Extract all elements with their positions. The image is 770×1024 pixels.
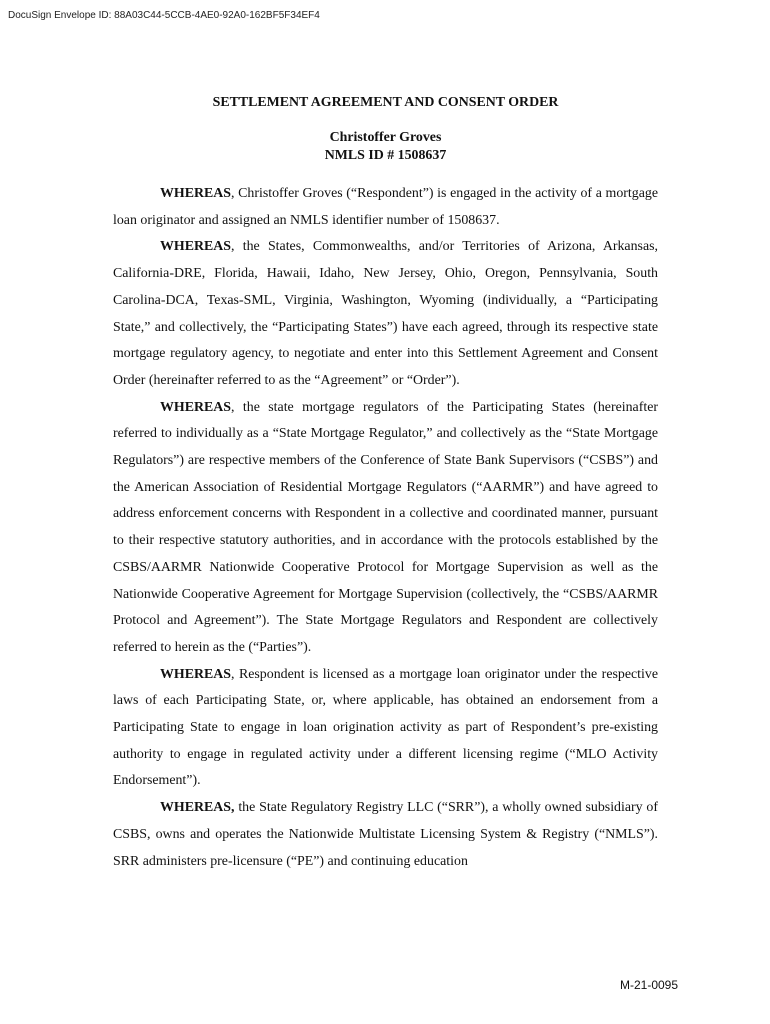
whereas-paragraph-3 <box>113 395 658 662</box>
whereas-paragraph-4 <box>113 662 658 796</box>
paragraph-text: , the States, Commonwealths, and/or Territories of Arizona, Arkansas, California-DRE, Florida, Hawaii, Idaho, New Jersey, Ohio, Oregon, Pennsylvania, South Carolina-DCA, Texas-SML, Virginia, Washington, Wyoming (individually, a “Participating State,” and collectively, the “Participating States”) have each agreed, through its respective state mortgage regulatory agency, to negotiate and enter into this Settlement Agreement and Consent Order (hereinafter referred to as the “Agreement” or “Order”). <box>113 239 658 388</box>
whereas-paragraph-5 <box>113 795 658 875</box>
paragraph-lead: WHEREAS <box>160 186 232 201</box>
document-title: SETTLEMENT AGREEMENT AND CONSENT ORDER <box>212 95 559 110</box>
whereas-paragraph-1 <box>113 181 658 234</box>
docusign-envelope-id: DocuSign Envelope ID: 88A03C44-5CCB-4AE0-92A0-162BF5F34EF4 <box>8 10 320 21</box>
paragraph-lead: WHEREAS <box>160 399 232 415</box>
paragraph-text: , Respondent is licensed as a mortgage loan originator under the respective laws of each Participating State, or, where applicable, has obtained an endorsement from a Participating State to engage in loan origination activity as part of Respondent’s pre-existing authority to engage in regulated activity under a different licensing regime (“MLO Activity Endorsement”). <box>113 666 658 789</box>
paragraph-text: , Christoffer Groves (“Respondent”) is engaged in the activity of a mortgage loan originator and assigned an NMLS identifier number of 1508637. <box>113 186 658 228</box>
document-body <box>113 94 658 875</box>
page-footer-code: M-21-0095 <box>620 978 679 992</box>
respondent-block <box>113 129 658 165</box>
paragraph-text: , the state mortgage regulators of the Participating States (hereinafter referred to individually as a “State Mortgage Regulator,” and collectively as the “State Mortgage Regulators”) are respective members of the Conference of State Bank Supervisors (“CSBS”) and the American Association of Residential Mortgage Regulators (“AARMR”) and have agreed to address enforcement concerns with Respondent in a collective and coordinated manner, pursuant to their respective statutory authorities, and in accordance with the protocols established by the CSBS/AARMR Nationwide Cooperative Protocol for Mortgage Supervision as well as the Nationwide Cooperative Agreement for Mortgage Supervision (collectively, the “CSBS/AARMR Protocol and Agreement”). The State Mortgage Regulators and Respondent are collectively referred to herein as the (“Parties”). <box>113 399 658 655</box>
paragraph-text: the State Regulatory Registry LLC (“SRR”), a wholly owned subsidiary of CSBS, owns and operates the Nationwide Multistate Licensing System & Registry (“NMLS”). SRR administers pre-licensure (“PE”) and continuing education <box>113 800 658 869</box>
paragraph-lead: WHEREAS, <box>160 800 235 816</box>
respondent-name: Christoffer Groves <box>329 130 442 145</box>
whereas-paragraph-2 <box>113 234 658 394</box>
nmls-id: NMLS ID # 1508637 <box>324 148 447 163</box>
paragraph-lead: WHEREAS <box>160 666 232 682</box>
paragraph-lead: WHEREAS <box>160 239 232 255</box>
